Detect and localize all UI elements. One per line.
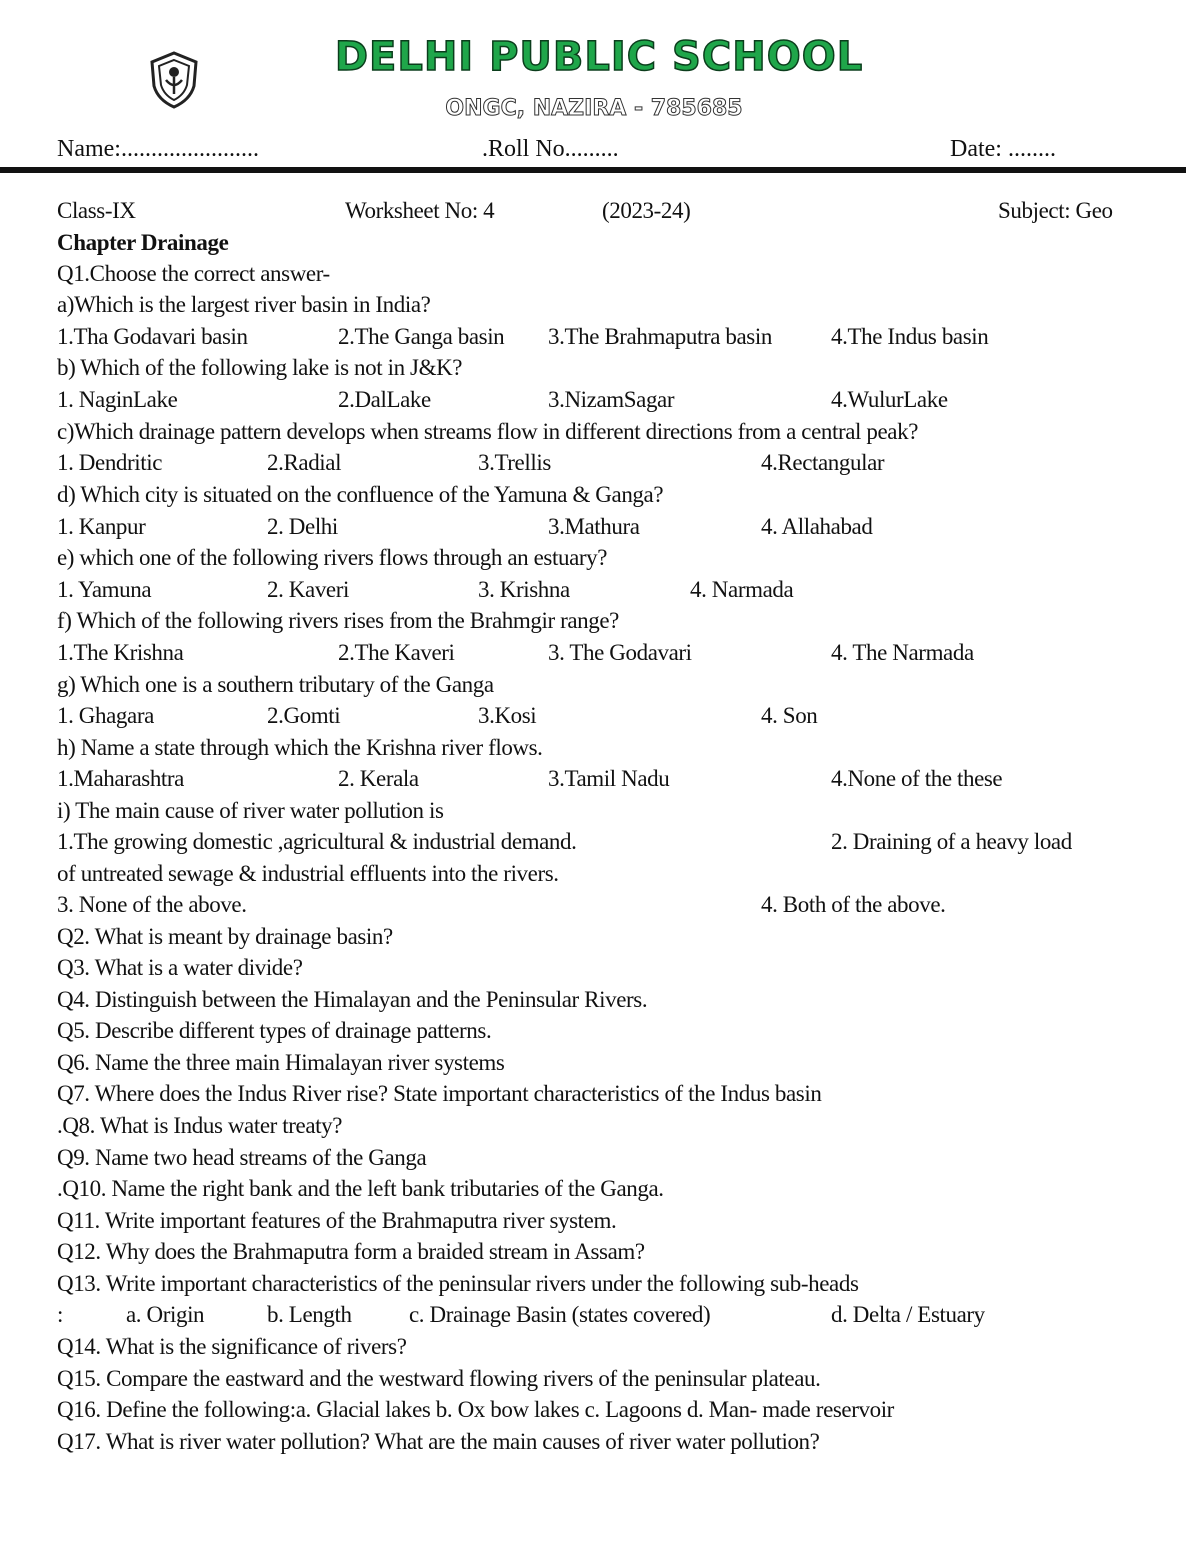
question-text: e) which one of the following rivers flows through an estuary? bbox=[57, 545, 608, 570]
option: 3. None of the above. bbox=[57, 892, 247, 917]
option: 4. Narmada bbox=[690, 577, 794, 602]
option: 3.Mathura bbox=[548, 514, 640, 539]
option: 2.Radial bbox=[267, 450, 342, 475]
question: Q13. Write important characteristics of the peninsular rivers under the following sub-heads bbox=[57, 1271, 859, 1296]
option: 4. Allahabad bbox=[761, 514, 873, 539]
option: 4.WulurLake bbox=[831, 387, 948, 412]
question-text: c)Which drainage pattern develops when streams flow in different directions from a central peak? bbox=[57, 419, 919, 444]
option-continued: of untreated sewage & industrial effluents into the rivers. bbox=[57, 861, 559, 886]
worksheet-number: Worksheet No: 4 bbox=[345, 198, 495, 223]
question-text: a)Which is the largest river basin in India? bbox=[57, 292, 431, 317]
question-text: i) The main cause of river water pollution is bbox=[57, 798, 444, 823]
question: Q3. What is a water divide? bbox=[57, 955, 303, 980]
option: 2.The Ganga basin bbox=[338, 324, 505, 349]
subhead: a. Origin bbox=[126, 1302, 205, 1327]
option: 2.The Kaveri bbox=[338, 640, 455, 665]
option: 3.Kosi bbox=[478, 703, 537, 728]
header-divider bbox=[0, 167, 1186, 173]
session: (2023-24) bbox=[602, 198, 691, 223]
date-field: Date: ........ bbox=[950, 136, 1056, 162]
roll-field: .Roll No......... bbox=[482, 136, 619, 162]
option-row bbox=[0, 577, 1200, 609]
option: 1. NaginLake bbox=[57, 387, 178, 412]
option-row bbox=[0, 324, 1200, 356]
question: Q9. Name two head streams of the Ganga bbox=[57, 1145, 427, 1170]
option: 2. Delhi bbox=[267, 514, 338, 539]
question: Q6. Name the three main Himalayan river systems bbox=[57, 1050, 505, 1075]
option: 1. Yamuna bbox=[57, 577, 152, 602]
school-crest-icon bbox=[146, 50, 202, 110]
subhead: b. Length bbox=[267, 1302, 352, 1327]
subhead: d. Delta / Estuary bbox=[831, 1302, 985, 1327]
chapter-title: Chapter Drainage bbox=[57, 230, 229, 255]
question-text: g) Which one is a southern tributary of the Ganga bbox=[57, 672, 494, 697]
option: 1. Ghagara bbox=[57, 703, 154, 728]
question: Q15. Compare the eastward and the westward flowing rivers of the peninsular plateau. bbox=[57, 1366, 821, 1391]
option: 2.Gomti bbox=[267, 703, 341, 728]
option: 3.Tamil Nadu bbox=[548, 766, 670, 791]
question: Q2. What is meant by drainage basin? bbox=[57, 924, 393, 949]
class-label: Class-IX bbox=[57, 198, 136, 223]
question: Q7. Where does the Indus River rise? State important characteristics of the Indus basin bbox=[57, 1081, 822, 1106]
option-row bbox=[0, 892, 1200, 924]
question-text: b) Which of the following lake is not in J&K? bbox=[57, 355, 463, 380]
name-field: Name:....................... bbox=[57, 136, 259, 162]
question: Q16. Define the following:a. Glacial lakes b. Ox bow lakes c. Lagoons d. Man- made reservoir bbox=[57, 1397, 894, 1422]
option: 1.The growing domestic ,agricultural & industrial demand. bbox=[57, 829, 577, 854]
option: 3.NizamSagar bbox=[548, 387, 675, 412]
option: 4.None of the these bbox=[831, 766, 1003, 791]
question: Q14. What is the significance of rivers? bbox=[57, 1334, 407, 1359]
option-row bbox=[0, 703, 1200, 735]
option: 2. Kerala bbox=[338, 766, 419, 791]
option: 3. The Godavari bbox=[548, 640, 692, 665]
option-row bbox=[0, 387, 1200, 419]
subhead: : bbox=[57, 1302, 63, 1327]
option: 1.Tha Godavari basin bbox=[57, 324, 248, 349]
option: 2.DalLake bbox=[338, 387, 431, 412]
option-row bbox=[0, 829, 1200, 861]
option: 2. Kaveri bbox=[267, 577, 349, 602]
option: 4.Rectangular bbox=[761, 450, 885, 475]
question: Q4. Distinguish between the Himalayan and the Peninsular Rivers. bbox=[57, 987, 648, 1012]
option: 1.Maharashtra bbox=[57, 766, 184, 791]
question: Q5. Describe different types of drainage patterns. bbox=[57, 1018, 492, 1043]
option: 4. The Narmada bbox=[831, 640, 974, 665]
question: .Q10. Name the right bank and the left bank tributaries of the Ganga. bbox=[57, 1176, 664, 1201]
q13-subheads bbox=[0, 1302, 1200, 1334]
school-address: ONGC, NAZIRA - 785685 bbox=[445, 96, 743, 121]
subject: Subject: Geo bbox=[998, 198, 1113, 223]
option: 1. Kanpur bbox=[57, 514, 146, 539]
option: 4.The Indus basin bbox=[831, 324, 989, 349]
school-name: DELHI PUBLIC SCHOOL bbox=[334, 34, 864, 80]
question-text: f) Which of the following rivers rises from the Brahmgir range? bbox=[57, 608, 619, 633]
question-text: d) Which city is situated on the confluence of the Yamuna & Ganga? bbox=[57, 482, 664, 507]
subhead: c. Drainage Basin (states covered) bbox=[409, 1302, 711, 1327]
option: 3. Krishna bbox=[478, 577, 570, 602]
question: Q11. Write important features of the Brahmaputra river system. bbox=[57, 1208, 617, 1233]
option: 3.The Brahmaputra basin bbox=[548, 324, 772, 349]
question: Q17. What is river water pollution? What are the main causes of river water pollution? bbox=[57, 1429, 820, 1454]
option-row bbox=[0, 640, 1200, 672]
question: Q12. Why does the Brahmaputra form a braided stream in Assam? bbox=[57, 1239, 645, 1264]
option: 4. Both of the above. bbox=[761, 892, 946, 917]
question: .Q8. What is Indus water treaty? bbox=[57, 1113, 343, 1138]
option-row bbox=[0, 766, 1200, 798]
option: 1. Dendritic bbox=[57, 450, 163, 475]
question-text: h) Name a state through which the Krishna river flows. bbox=[57, 735, 543, 760]
worksheet-meta bbox=[0, 198, 1200, 230]
option-row bbox=[0, 450, 1200, 482]
option: 1.The Krishna bbox=[57, 640, 184, 665]
q1-title: Q1.Choose the correct answer- bbox=[57, 261, 330, 286]
option: 3.Trellis bbox=[478, 450, 551, 475]
option: 2. Draining of a heavy load bbox=[831, 829, 1072, 854]
option: 4. Son bbox=[761, 703, 818, 728]
option-row bbox=[0, 514, 1200, 546]
